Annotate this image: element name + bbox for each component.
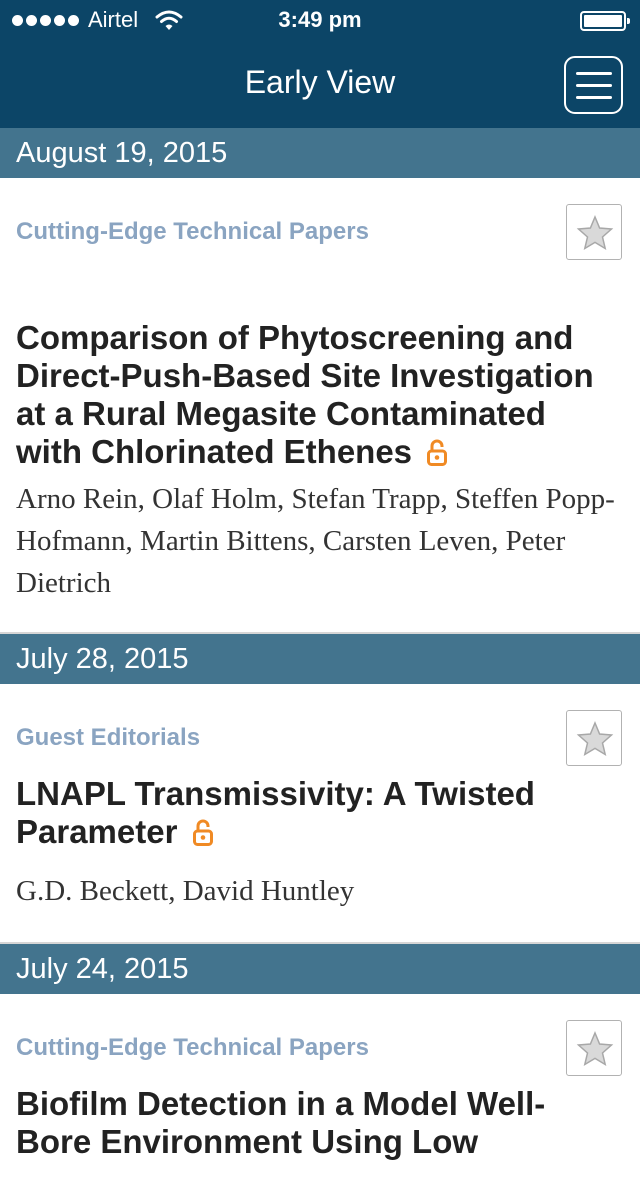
favorite-button[interactable] (566, 204, 622, 260)
date-section-header: August 19, 2015 (0, 128, 640, 178)
date-section-header: July 24, 2015 (0, 944, 640, 994)
star-icon (576, 1030, 614, 1068)
status-time: 3:49 pm (278, 7, 362, 32)
article-authors: G.D. Beckett, David Huntley (16, 875, 355, 907)
date-section-header: July 28, 2015 (0, 634, 640, 684)
article-title[interactable]: Biofilm Detection in a Model Well-Bore Environment Using Low (16, 1085, 546, 1160)
article-feed[interactable] (0, 128, 640, 1194)
navigation-bar (0, 0, 640, 128)
page-title: Early View (244, 64, 396, 100)
favorite-button[interactable] (566, 710, 622, 766)
star-icon (576, 214, 614, 252)
open-access-lock-icon (427, 439, 447, 466)
menu-button[interactable] (564, 56, 623, 114)
battery-icon (580, 11, 626, 31)
article-item[interactable] (0, 178, 640, 632)
article-item[interactable] (0, 684, 640, 942)
carrier-name: Airtel (88, 7, 139, 32)
hamburger-icon (576, 72, 612, 75)
favorite-button[interactable] (566, 1020, 622, 1076)
status-bar (0, 0, 640, 40)
article-authors: Arno Rein, Olaf Holm, Stefan Trapp, Steffen Popp-Hofmann, Martin Bittens, Carsten Leven, Peter Dietrich (16, 483, 615, 599)
star-icon (576, 720, 614, 758)
open-access-lock-icon (193, 819, 213, 846)
article-title[interactable]: LNAPL Transmissivity: A Twisted Parameter (16, 775, 535, 850)
article-category: Guest Editorials (16, 724, 201, 751)
article-title[interactable]: Comparison of Phytoscreening and Direct-Push-Based Site Investigation at a Rural Megasite Contaminated with Chlorinated Ethenes (16, 319, 594, 470)
article-category: Cutting-Edge Technical Papers (16, 218, 369, 245)
article-category: Cutting-Edge Technical Papers (16, 1034, 369, 1061)
article-item[interactable] (0, 994, 640, 1194)
